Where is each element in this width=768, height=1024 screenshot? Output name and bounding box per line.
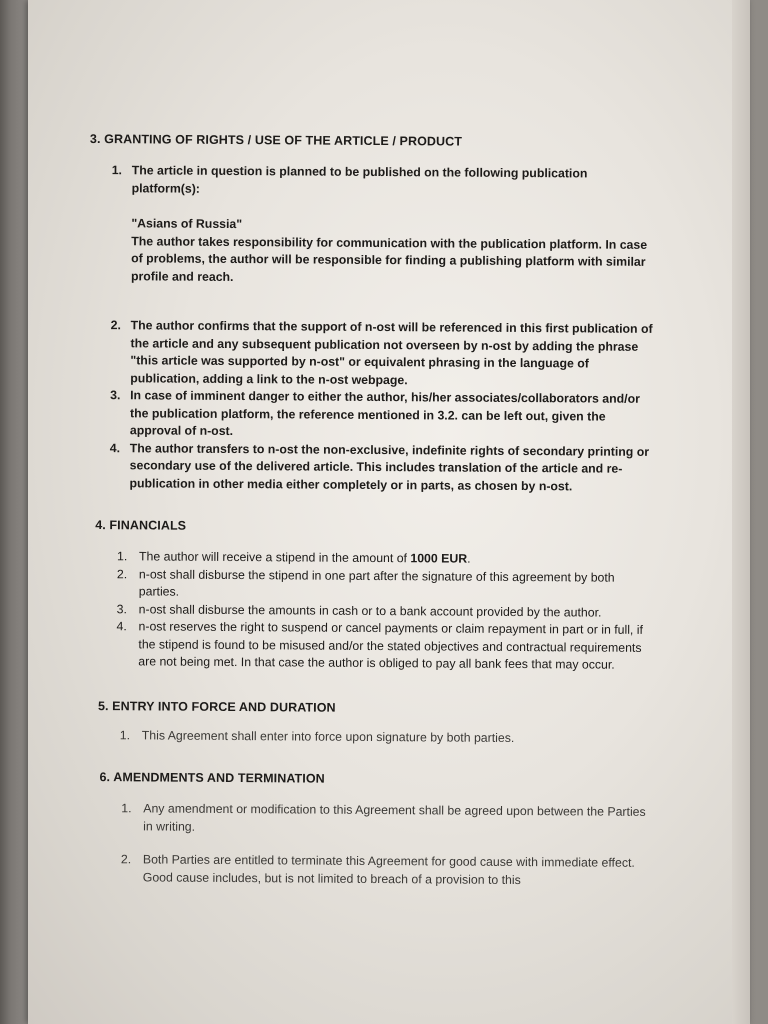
list-item bbox=[116, 618, 651, 674]
item-text: n-ost shall disburse the amounts in cash or to a bank account provided by the author. bbox=[138, 601, 602, 620]
list-item bbox=[121, 800, 649, 839]
list-item bbox=[110, 387, 655, 443]
section-heading: 6. AMENDMENTS AND TERMINATION bbox=[99, 770, 325, 786]
item-number: 1. bbox=[111, 163, 123, 178]
item-text: Both Parties are entitled to terminate this Agreement for good cause with immediate effect. Good cause includes, but is not limited to breach of a provision to this bbox=[142, 852, 635, 887]
item-number: 2. bbox=[116, 566, 128, 581]
list-item bbox=[120, 727, 650, 748]
item-number: 3. bbox=[116, 601, 127, 616]
item-text: n-ost reserves the right to suspend or cancel payments or claim repayment in part or in full, if the stipend is found to be misused and/or the stated objectives and contractual requirements are not being met. In that case the author is obliged to pay all bank fees that may occur. bbox=[138, 619, 643, 672]
item-text: The author confirms that the support of n-ost will be referenced in this first publication of the article and any subsequent publication not overseen by n-ost by adding the phrase "this article was supported by n-ost" or equivalent phrasing in the language of publication, adding a link to the n-ost webpage. bbox=[130, 318, 653, 387]
page-edge bbox=[732, 0, 750, 1024]
item-text: This Agreement shall enter into force upon signature by both parties. bbox=[141, 727, 515, 745]
section-list bbox=[116, 548, 652, 674]
section-granting-of-rights bbox=[87, 132, 689, 496]
platform-block bbox=[131, 215, 656, 289]
item-text: In case of imminent danger to either the author, his/her associates/collaborators and/or the publication platform, the reference mentioned in 3.2. can be left out, given the approval of n-ost. bbox=[129, 388, 640, 439]
section-financials bbox=[86, 518, 687, 675]
section-entry-into-force bbox=[86, 698, 686, 748]
item-text-part: . bbox=[467, 551, 471, 566]
list-item bbox=[110, 317, 655, 391]
section-list bbox=[109, 162, 656, 496]
list-item bbox=[117, 566, 652, 605]
item-text: Any amendment or modification to this Agreement shall be agreed upon between the Parties in writing. bbox=[143, 801, 646, 834]
document-body bbox=[85, 132, 690, 890]
item-text-part: The author will receive a stipend in the amount of bbox=[138, 549, 411, 566]
section-heading: 4. FINANCIALS bbox=[95, 518, 187, 533]
item-number: 2. bbox=[120, 852, 132, 867]
item-number: 1. bbox=[116, 549, 128, 564]
section-list bbox=[120, 727, 650, 748]
stipend-amount: 1000 EUR bbox=[410, 551, 468, 566]
item-text: n-ost shall disburse the stipend in one part after the signature of this agreement by both parties. bbox=[138, 566, 615, 599]
item-number: 2. bbox=[110, 318, 121, 333]
item-number: 4. bbox=[116, 619, 127, 634]
section-heading: 3. GRANTING OF RIGHTS / USE OF THE ARTICLE / PRODUCT bbox=[89, 132, 463, 149]
document-page bbox=[28, 0, 750, 1024]
list-item bbox=[121, 851, 649, 890]
section-list bbox=[121, 800, 650, 890]
platform-name: "Asians of Russia" bbox=[131, 216, 243, 232]
platform-note: The author takes responsibility for communication with the publication platform. In case of problems, the author will be responsible for finding a publishing platform with similar profile and reach. bbox=[130, 233, 648, 284]
section-amendments bbox=[85, 770, 686, 890]
item-number: 4. bbox=[109, 440, 121, 455]
item-text: The author transfers to n-ost the non-exclusive, indefinite rights of secondary printing or secondary use of the delivered article. This includes translation of the article and re-publication in other media either completely or in parts, as chosen by n-ost. bbox=[129, 440, 650, 493]
list-item bbox=[111, 162, 657, 289]
list-item bbox=[109, 440, 654, 496]
section-heading: 5. ENTRY INTO FORCE AND DURATION bbox=[97, 698, 336, 715]
item-number: 3. bbox=[110, 388, 121, 403]
item-number: 1. bbox=[119, 727, 131, 742]
item-text: The article in question is planned to be published on the following publication platform(s): bbox=[131, 163, 588, 196]
item-number: 1. bbox=[121, 801, 132, 816]
